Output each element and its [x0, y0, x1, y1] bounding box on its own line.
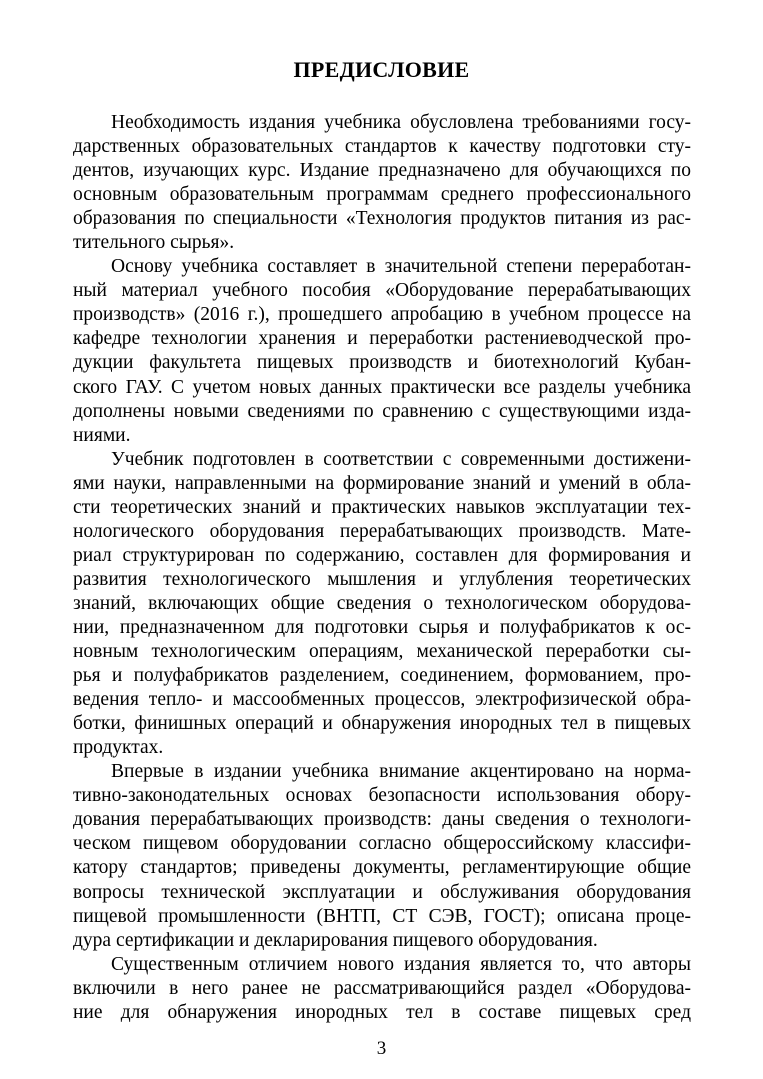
page-number: 3: [376, 1038, 387, 1059]
text-line: ями науки, направленными на формирование знаний и умений в обла-: [73, 472, 691, 494]
paragraph: [73, 760, 691, 952]
text-line: нии, предназначенном для подготовки сырья и полуфабрикатов к ос-: [73, 616, 691, 638]
text-line: дополнены новыми сведениями по сравнению с существующими изда-: [73, 400, 691, 422]
text-line: пищевой промышленности (ВНТП, СТ СЭВ, ГОСТ); описана проце-: [73, 905, 691, 927]
text-line: ниями.: [73, 424, 131, 446]
text-line: производств» (2016 г.), прошедшего апробацию в учебном процессе на: [73, 304, 691, 326]
text-line: Существенным отличием нового издания является то, что авторы: [111, 953, 691, 975]
text-line: тивно-законодательных основах безопасности использования обору-: [73, 785, 691, 807]
text-line: ние для обнаружения инородных тел в составе пищевых сред: [73, 1001, 691, 1023]
text-line: ботки, финишных операций и обнаружения инородных тел в пищевых: [73, 713, 691, 735]
text-line: Учебник подготовлен в соответствии с современными достижени-: [111, 448, 691, 470]
paragraph: [73, 448, 691, 761]
text-line: знаний, включающих общие сведения о технологическом оборудова-: [73, 592, 691, 614]
text-line: дарственных образовательных стандартов к качеству подготовки сту-: [73, 136, 691, 158]
text-line: дентов, изучающих курс. Издание предназначено для обучающихся по: [73, 160, 691, 182]
page-title: ПРЕДИСЛОВИЕ: [293, 57, 470, 82]
text-line: образования по специальности «Технология продуктов питания из рас-: [73, 208, 691, 230]
text-line: ческом пищевом оборудовании согласно общероссийскому классифи-: [73, 833, 691, 855]
text-line: основным образовательным программам среднего профессионального: [73, 184, 691, 206]
paragraph: [73, 953, 691, 1025]
text-line: вопросы технической эксплуатации и обслуживания оборудования: [73, 881, 691, 903]
text-line: включили в него ранее не рассматривающийся раздел «Оборудова-: [73, 977, 691, 999]
text-line: тительного сырья».: [73, 232, 235, 254]
text-line: ского ГАУ. С учетом новых данных практически все разделы учебника: [73, 376, 691, 398]
text-line: новным технологическим операциям, механической переработки сы-: [73, 641, 691, 663]
text-line: дура сертификации и декларирования пищевого оборудования.: [73, 929, 598, 951]
text-line: Впервые в издании учебника внимание акцентировано на норма-: [111, 761, 691, 783]
text-line: продуктах.: [73, 737, 164, 759]
text-line: рья и полуфабрикатов разделением, соединением, формованием, про-: [73, 665, 691, 687]
text-line: сти теоретических знаний и практических навыков эксплуатации тех-: [73, 496, 691, 518]
text-line: Основу учебника составляет в значительной степени переработан-: [111, 256, 691, 278]
text-line: кафедре технологии хранения и переработки растениеводческой про-: [73, 328, 691, 350]
text-line: дукции факультета пищевых производств и биотехнологий Кубан-: [73, 352, 691, 374]
text-line: нологического оборудования перерабатывающих производств. Мате-: [73, 520, 691, 542]
text-line: катору стандартов; приведены документы, регламентирующие общие: [73, 857, 691, 879]
text-line: риал структурирован по содержанию, составлен для формирования и: [73, 544, 691, 566]
paragraph: [73, 111, 691, 255]
paragraph: [73, 255, 691, 447]
text-line: ный материал учебного пособия «Оборудование перерабатывающих: [73, 280, 691, 302]
body-text: [73, 111, 691, 1025]
text-line: ведения тепло- и массообменных процессов, электрофизической обра-: [73, 689, 691, 711]
text-line: развития технологического мышления и углубления теоретических: [73, 568, 691, 590]
text-line: Необходимость издания учебника обусловлена требованиями госу-: [111, 112, 691, 133]
text-line: дования перерабатывающих производств: даны сведения о технологи-: [73, 809, 691, 831]
